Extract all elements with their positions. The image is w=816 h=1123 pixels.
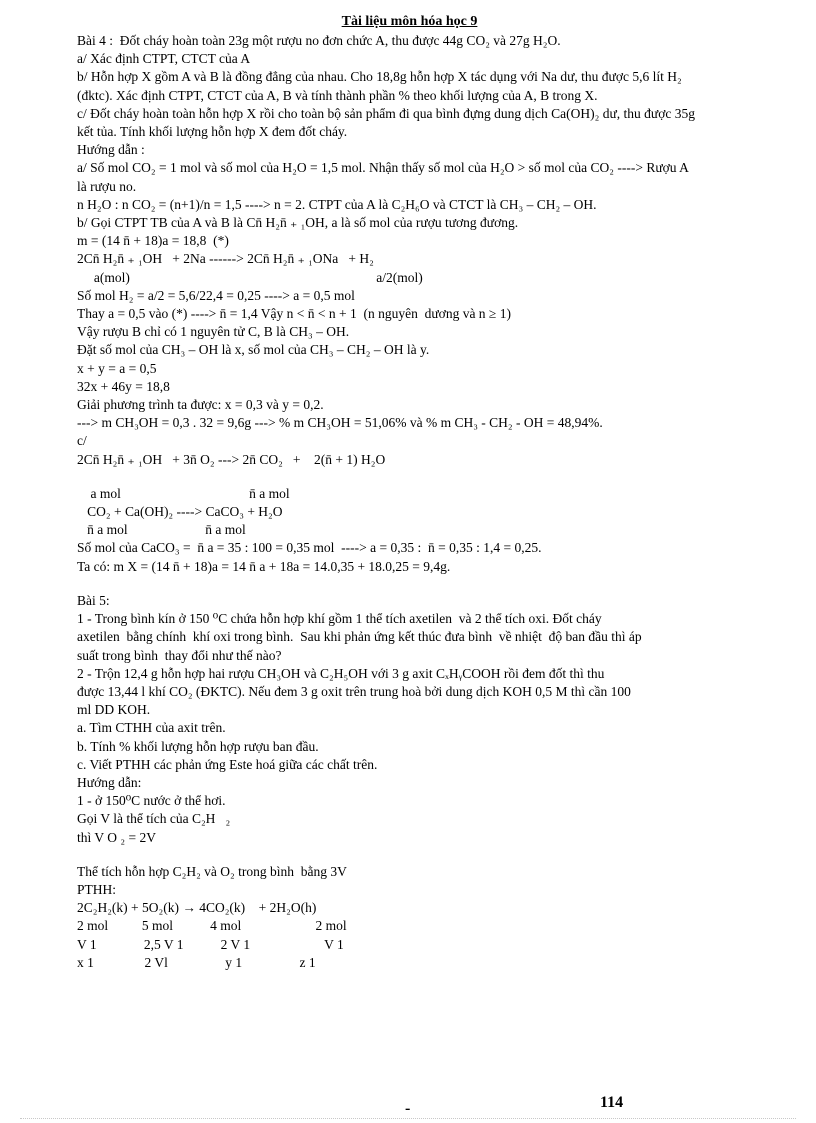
- text-line: a(mol) a/2(mol): [77, 269, 423, 285]
- text-line: b/ Gọi CTPT TB của A và B là Cn̄ H₂n̄ ₊ ₁OH, a là số mol của rượu tương đương.: [77, 215, 519, 231]
- text-line: Thể tích hỗn hợp C₂H₂ và O₂ trong bình bằng 3V: [77, 863, 347, 879]
- text-line: a/ Số mol CO₂ = 1 mol và số mol của H₂O = 1,5 mol. Nhận thấy số mol của H₂O > số mol của CO₂ ----> Rượu A: [77, 160, 689, 176]
- text-line: 2 - Trộn 12,4 g hỗn hợp hai rượu CH₃OH và C₂H₅OH với 3 g axit CₓHᵧCOOH rồi đem đốt thì thu: [77, 665, 605, 681]
- text-line: b. Tính % khối lượng hỗn hợp rượu ban đầu.: [77, 738, 319, 754]
- text-line: Bài 5:: [77, 592, 110, 608]
- text-line: c/ Đốt cháy hoàn toàn hỗn hợp X rồi cho toàn bộ sản phẩm đi qua bình đựng dung dịch Ca(OH)₂ dư, thu được 35g: [77, 105, 695, 121]
- footer-dash: -: [405, 1100, 411, 1117]
- text-line: ml DD KOH.: [77, 702, 151, 718]
- text-line: thì V O ₂ = 2V: [77, 829, 156, 845]
- text-line: CO₂ + Ca(OH)₂ ----> CaCO₃ + H₂O: [77, 504, 283, 520]
- text-line: Số mol của CaCO₃ = n̄ a = 35 : 100 = 0,35 mol ----> a = 0,35 : n̄ = 0,35 : 1,4 = 0,25.: [77, 540, 542, 556]
- text-line: ---> m CH₃OH = 0,3 . 32 = 9,6g ---> % m CH₃OH = 51,06% và % m CH₃ - CH₂ - OH = 48,94%.: [77, 415, 603, 431]
- text-line: Gọi V là thể tích của C₂H ₂: [77, 811, 231, 827]
- text-line: n H₂O : n CO₂ = (n+1)/n = 1,5 ----> n = 2. CTPT của A là C₂H₆O và CTCT là CH₃ – CH₂ – OH.: [77, 196, 597, 212]
- text-line: 1 - ở 150⁰C nước ở thể hơi.: [77, 793, 226, 809]
- text-line: 2Cn̄ H₂n̄ ₊ ₁OH + 2Na ------> 2Cn̄ H₂n̄ ₊ ₁ONa + H₂: [77, 251, 374, 267]
- blank-line: [77, 576, 742, 592]
- text-line: c/: [77, 433, 87, 449]
- text-line: là rượu no.: [77, 178, 137, 194]
- text-line: Giải phương trình ta được: x = 0,3 và y = 0,2.: [77, 397, 324, 413]
- text-line: Đặt số mol của CH₃ – OH là x, số mol của CH₃ – CH₂ – OH là y.: [77, 342, 430, 358]
- footer-divider: [20, 1118, 796, 1119]
- text-line: Số mol H₂ = a/2 = 5,6/22,4 = 0,25 ----> a = 0,5 mol: [77, 287, 355, 303]
- text-line: m = (14 n̄ + 18)a = 18,8 (*): [77, 233, 229, 249]
- document-page: [77, 12, 742, 972]
- text-line: Ta có: m X = (14 n̄ + 18)a = 14 n̄ a + 18a = 14.0,35 + 18.0,25 = 9,4g.: [77, 558, 451, 574]
- text-line: 2C₂H₂(k) + 5O₂(k) → 4CO₂(k) + 2H₂O(h): [77, 900, 317, 916]
- document-body: [77, 32, 742, 972]
- blank-line: [77, 469, 742, 485]
- text-line: Thay a = 0,5 vào (*) ----> n̄ = 1,4 Vậy n < n̄ < n + 1 (n nguyên dương và n ≥ 1): [77, 306, 511, 322]
- text-line: Vậy rượu B chỉ có 1 nguyên tử C, B là CH₃ – OH.: [77, 324, 350, 340]
- text-line: 32x + 46y = 18,8: [77, 378, 170, 394]
- text-line: b/ Hỗn hợp X gồm A và B là đồng đẳng của nhau. Cho 18,8g hỗn hợp X tác dụng với Na dư, thu được 5,6 lít H₂: [77, 69, 682, 85]
- text-line: được 13,44 l khí CO₂ (ĐKTC). Nếu đem 3 g oxit trên trung hoà bởi dung dịch KOH 0,5 M thì cần 100: [77, 683, 631, 699]
- text-line: V 1 2,5 V 1 2 V 1 V 1: [77, 936, 344, 952]
- text-line: 1 - Trong bình kín ở 150 ⁰C chứa hỗn hợp khí gồm 1 thể tích axetilen và 2 thể tích oxi. Đốt cháy: [77, 611, 602, 627]
- text-line: 2 mol 5 mol 4 mol 2 mol: [77, 918, 347, 934]
- text-line: (đktc). Xác định CTPT, CTCT của A, B và tính thành phần % theo khối lượng của A, B trong X.: [77, 87, 598, 103]
- text-line: suất trong bình thay đổi như thế nào?: [77, 647, 282, 663]
- page-number: 114: [600, 1094, 624, 1111]
- text-line: Hướng dẫn:: [77, 774, 142, 790]
- text-line: a. Tìm CTHH của axit trên.: [77, 720, 226, 736]
- text-line: 2Cn̄ H₂n̄ ₊ ₁OH + 3n̄ O₂ ---> 2n̄ CO₂ + 2(n̄ + 1) H₂O: [77, 451, 386, 467]
- text-line: x + y = a = 0,5: [77, 360, 157, 376]
- text-line: axetilen bằng chính khí oxi trong bình. Sau khi phản ứng kết thúc đưa bình về nhiệt độ ban đầu thì áp: [77, 629, 642, 645]
- text-line: Bài 4 : Đốt cháy hoàn toàn 23g một rượu no đơn chức A, thu được 44g CO₂ và 27g H₂O.: [77, 33, 561, 48]
- text-line: Hướng dẫn :: [77, 142, 145, 158]
- text-line: a mol n̄ a mol: [77, 485, 290, 501]
- text-line: c. Viết PTHH các phản ứng Este hoá giữa các chất trên.: [77, 756, 378, 772]
- page-title: Tài liệu môn hóa học 9: [341, 14, 478, 29]
- text-line: x 1 2 Vl y 1 z 1: [77, 954, 316, 970]
- text-line: kết tủa. Tính khối lượng hỗn hợp X đem đốt cháy.: [77, 124, 348, 140]
- text-line: n̄ a mol n̄ a mol: [77, 522, 246, 538]
- text-line: a/ Xác định CTPT, CTCT của A: [77, 51, 251, 67]
- text-line: PTHH:: [77, 881, 117, 897]
- blank-line: [77, 847, 742, 863]
